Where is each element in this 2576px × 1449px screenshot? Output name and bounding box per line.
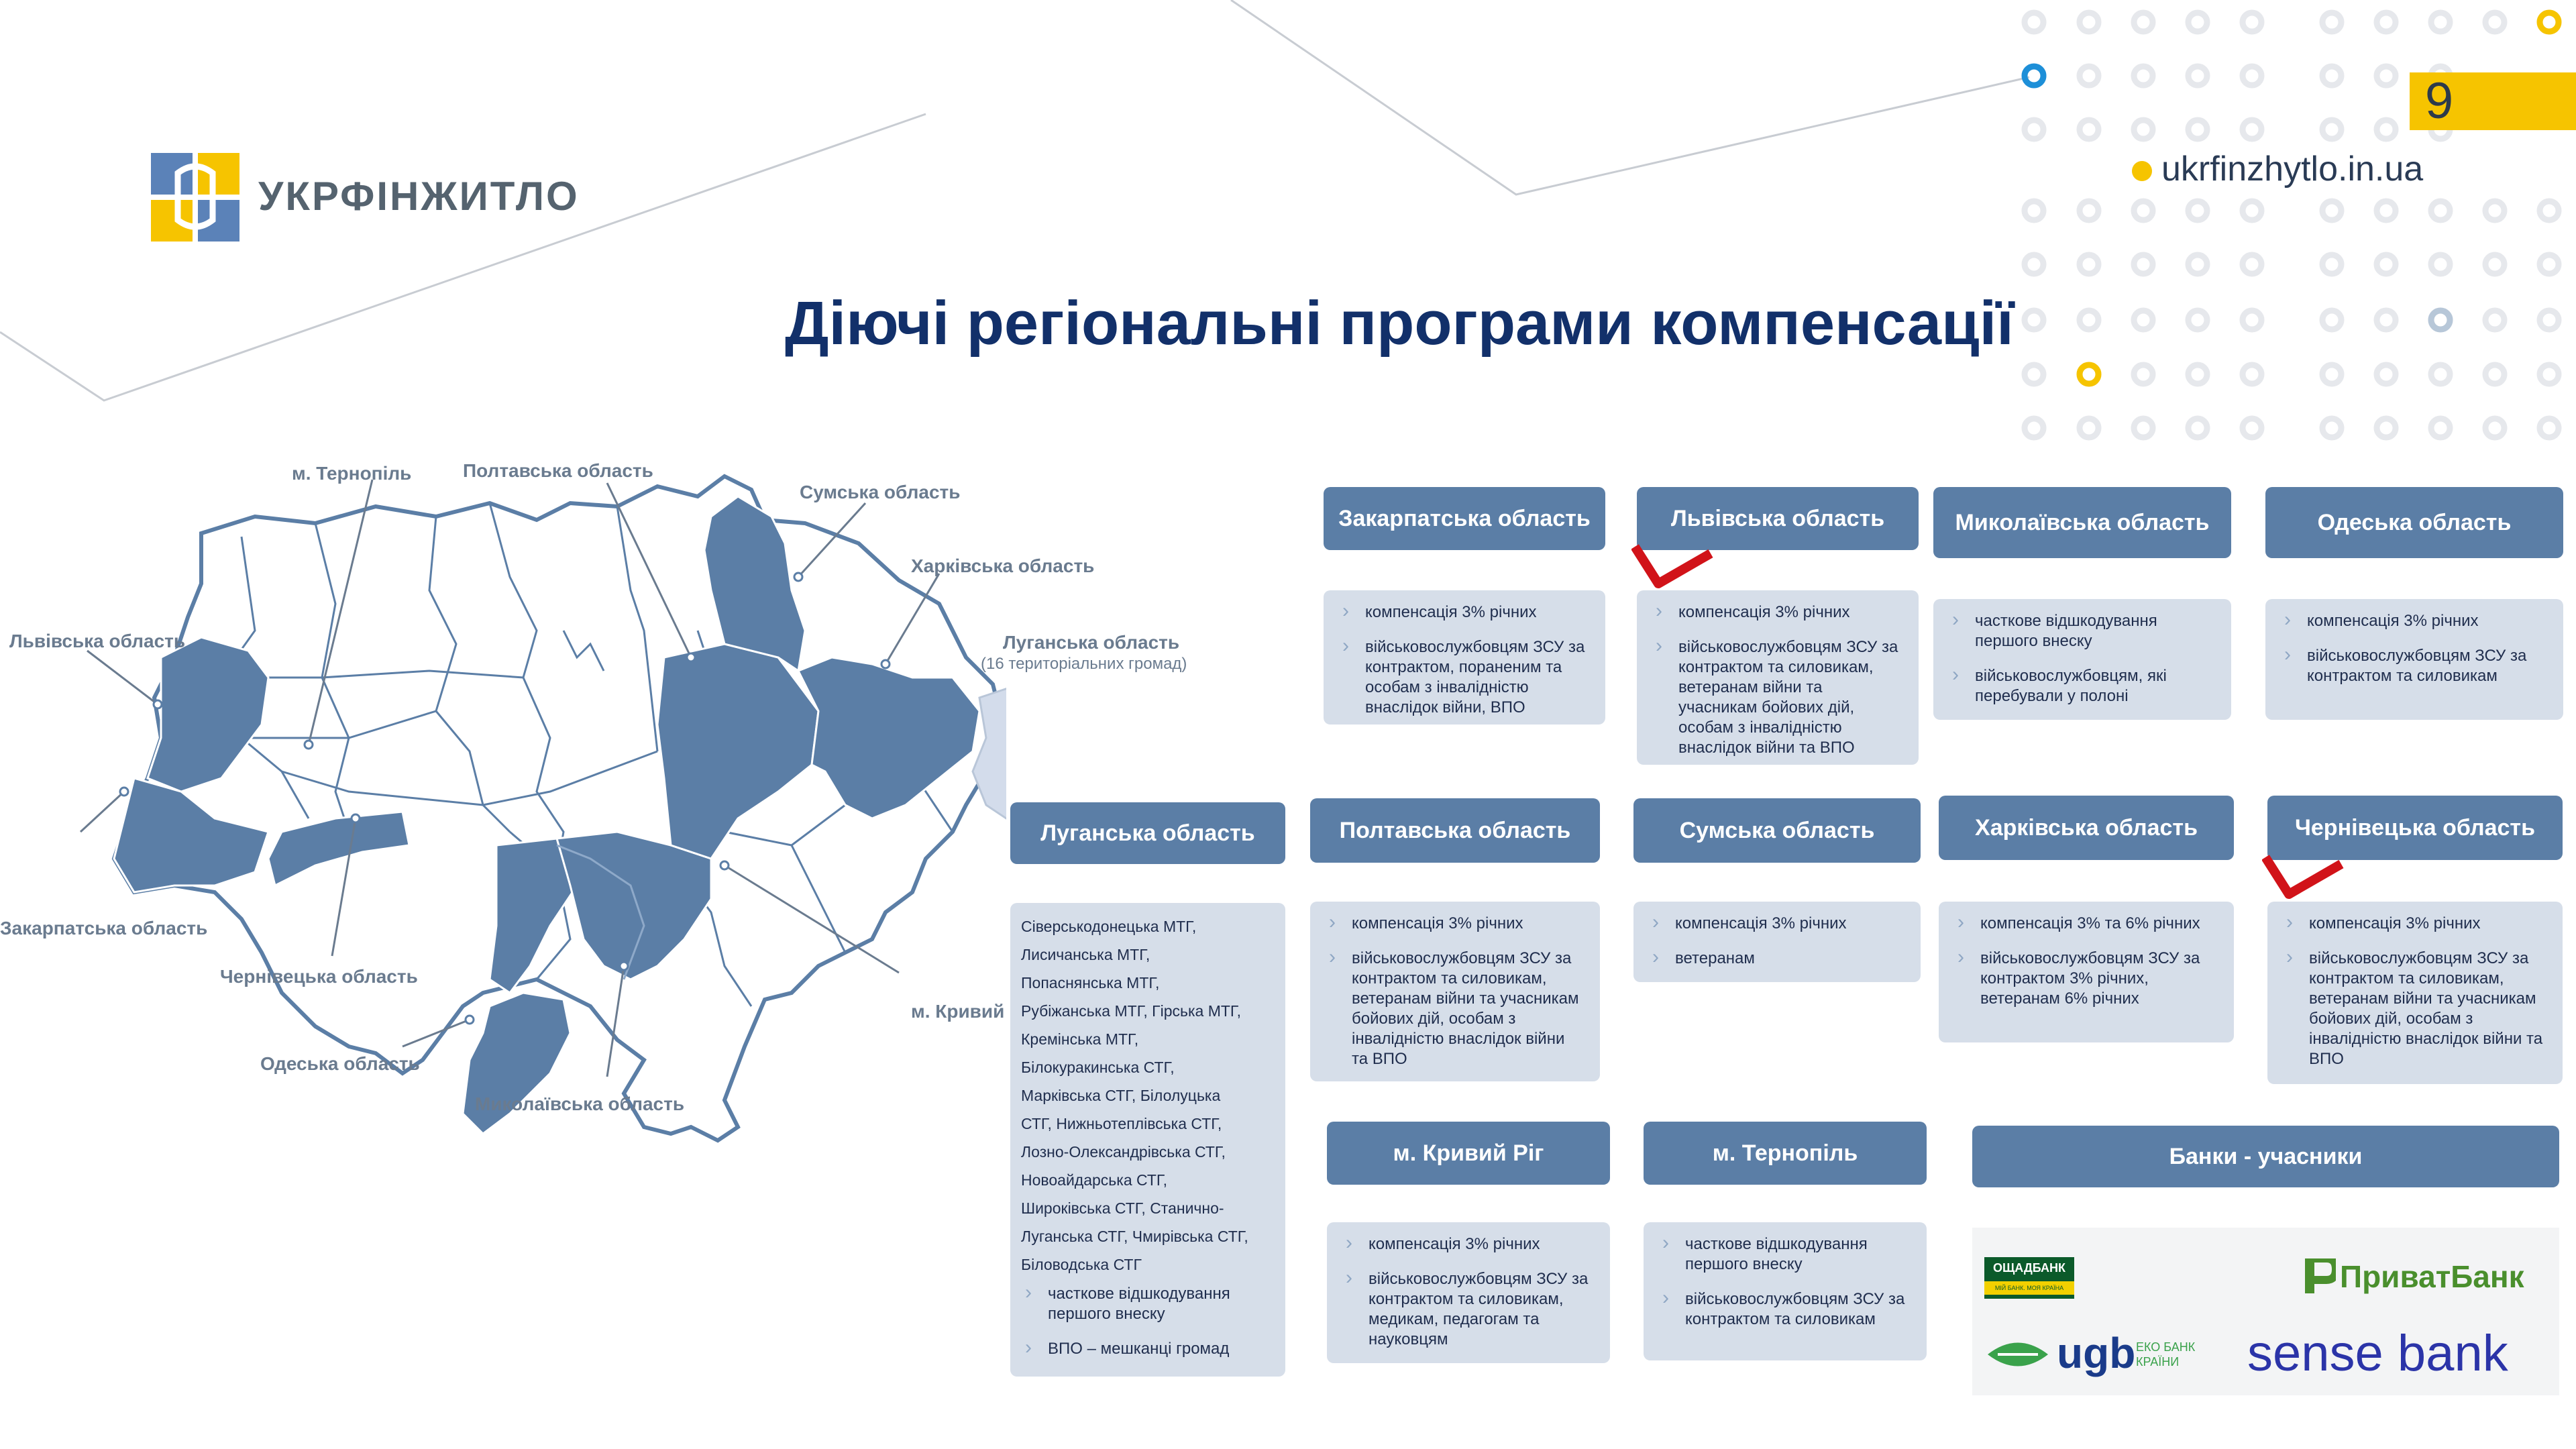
decorative-dot [2134,419,2153,437]
card-odesa-item: › компенсація 3% річних [2280,611,2548,631]
card-lviv-item: › компенсація 3% річних [1652,602,1904,623]
brand-name: УКРФІНЖИТЛО [258,174,580,219]
header-kharkiv: Харківська область [1939,796,2234,860]
card-chernivtsi-item: › військовослужбовцям ЗСУ за контрактом та силовикам, ветеранам війни та учасникам бойових дій, особам з інвалідністю внаслідок війни та ВПО [2282,949,2548,1069]
accent-dot [2540,13,2559,32]
checkmark-icon [2262,844,2345,904]
decorative-dot [2377,311,2396,329]
accent-dot [2080,365,2098,384]
decorative-dot [2025,13,2043,32]
card-luhansk [1010,903,1285,1377]
decorative-dot [2134,311,2153,329]
community-item: Марківська СТГ, Білолуцька [1021,1087,1221,1104]
card-poltava [1310,902,1600,1081]
card-mykolaiv-item: › часткове відшкодування першого внеску [1948,611,2216,651]
decorative-dot [2377,419,2396,437]
oschadbank-name: ОЩАДБАНК [1992,1261,2066,1275]
map-label-mykolaiv: Миколаївська область [475,1093,685,1114]
banks-panel [1972,1228,2559,1395]
decorative-dot [2540,311,2559,329]
community-item: Рубіжанська МТГ, Гірська МТГ, [1021,1002,1241,1020]
decorative-dot [2485,365,2504,384]
decorative-dot [2188,13,2207,32]
decorative-dot [2322,66,2341,85]
decorative-dot [2080,13,2098,32]
card-kharkiv-item: › військовослужбовцям ЗСУ за контрактом 3% річних, ветеранам 6% річних [1953,949,2219,1009]
header-poltava: Полтавська область [1310,798,1600,863]
decorative-dot [2080,255,2098,274]
decorative-dot [2188,419,2207,437]
privatbank-name: ПриватБанк [2340,1259,2524,1294]
page-number-badge [2410,72,2576,130]
card-zakarpattia-item: › компенсація 3% річних [1338,602,1591,623]
decorative-dot [2243,419,2261,437]
decorative-dot [2322,13,2341,32]
community-item: Лисичанська МТГ, [1021,946,1150,963]
ugb-slogan: ЕКО БАНК [2136,1340,2196,1354]
decorative-dot [2431,365,2450,384]
header-mykolaiv: Миколаївська область [1933,487,2231,558]
decorative-dot [2322,255,2341,274]
card-poltava-item: › військовослужбовцям ЗСУ за контрактом та силовикам, ветеранам війни та учасникам бойових дій, особам з інвалідністю внаслідок війни та ВПО [1325,949,1585,1069]
decorative-dot [2134,365,2153,384]
ukraine-map [0,456,1006,1161]
community-item: Біловодська СТГ [1021,1256,1142,1273]
ugb-logo[interactable] [1984,1328,2212,1381]
card-chernivtsi [2267,902,2563,1084]
community-item: Лозно-Олександрівська СТГ, [1021,1143,1226,1161]
card-lviv [1637,590,1919,765]
header-odesa: Одеська область [2265,487,2563,558]
decorative-dot [2080,419,2098,437]
card-ternopil [1644,1222,1927,1360]
decorative-dot [2485,13,2504,32]
card-kryvyi-rih [1327,1222,1610,1363]
map-label-kryvyi: м. Кривий [911,1001,1005,1022]
card-odesa-item: › військовослужбовцям ЗСУ за контрактом та силовикам [2280,646,2548,686]
checkmark-icon [1631,533,1715,594]
card-sumy-item: › компенсація 3% річних [1648,914,1906,934]
community-item: Широківська СТГ, Станично- [1021,1199,1224,1217]
decorative-dot [2134,120,2153,139]
card-mykolaiv [1933,599,2231,720]
decorative-dot [2134,13,2153,32]
decorative-dot [2080,66,2098,85]
community-item: Новоайдарська СТГ, [1021,1171,1167,1189]
card-sumy [1633,902,1921,982]
map-label-ternopil: м. Тернопіль [292,463,412,484]
page-number: 9 [2424,72,2454,129]
decorative-dot [2431,13,2450,32]
decorative-dot [2322,365,2341,384]
sense-bank-logo[interactable]: sense bank [2247,1325,2508,1382]
accent-dot [2431,311,2450,329]
card-kryvyi-rih-item: › компенсація 3% річних [1342,1234,1595,1254]
decorative-dot [2188,255,2207,274]
card-kharkiv [1939,902,2234,1042]
decorative-dot [2322,201,2341,220]
decorative-dot [2485,311,2504,329]
decorative-dot [2540,419,2559,437]
map-label-sumy: Сумська область [800,482,961,502]
site-bullet-icon [2132,161,2152,181]
decorative-dot [2540,365,2559,384]
ugb-slogan: КРАЇНИ [2136,1355,2180,1368]
decorative-dot [2243,120,2261,139]
decorative-dot [2188,311,2207,329]
decorative-dot [2243,13,2261,32]
privatbank-logo[interactable] [2305,1257,2546,1297]
card-mykolaiv-item: › військовослужбовцям, які перебували у полоні [1948,666,2216,706]
map-label-poltava: Полтавська область [463,460,653,481]
privatbank-mark-icon [2305,1258,2336,1293]
ugb-name: ugb [2057,1329,2136,1377]
map-label-odesa: Одеська область [260,1053,420,1074]
community-item: Білокуракинська СТГ, [1021,1059,1175,1076]
community-item: СТГ, Нижньотеплівська СТГ, [1021,1115,1222,1132]
map-label-chernivtsi: Чернівецька область [220,966,418,987]
decorative-dot [2134,66,2153,85]
decorative-dot [2134,201,2153,220]
decorative-dot [2188,201,2207,220]
community-item: Попаснянська МТГ, [1021,974,1160,991]
decorative-dot [2485,419,2504,437]
decorative-dot [2431,255,2450,274]
decorative-dot [2134,255,2153,274]
oschadbank-slogan: МІЙ БАНК. МОЯ КРАЇНА [1984,1281,2074,1295]
decorative-dot [2431,201,2450,220]
decorative-dot [2243,365,2261,384]
decorative-dot [2431,419,2450,437]
decorative-dot [2080,311,2098,329]
card-sumy-item: › ветеранам [1648,949,1906,969]
ukrfinzhytlo-logo-icon [151,153,241,244]
header-ternopil: м. Тернопіль [1644,1122,1927,1185]
decorative-dot [2243,66,2261,85]
header-kryvyi-rih: м. Кривий Ріг [1327,1122,1610,1185]
community-item: Сіверськодонецька МТГ, [1021,918,1197,935]
card-luhansk-item: › ВПО – мешканці громад [1021,1339,1275,1359]
page-title: Діючі регіональні програми компенсації [785,289,2015,358]
decorative-dot [2188,120,2207,139]
map-label-kharkiv: Харківська область [911,555,1095,576]
decorative-dot [2243,255,2261,274]
header-luhansk: Луганська область [1010,802,1285,864]
decorative-dot [2025,365,2043,384]
card-kharkiv-item: › компенсація 3% та 6% річних [1953,914,2219,934]
header-banks: Банки - учасники [1972,1126,2559,1187]
decorative-dot [2025,311,2043,329]
decorative-dot [2485,255,2504,274]
map-label-luhansk: Луганська область [1003,632,1180,653]
card-ternopil-item: › військовослужбовцям ЗСУ за контрактом та силовикам [1658,1289,1912,1330]
community-item: Кремінська МТГ, [1021,1030,1139,1048]
decorative-dot [2025,419,2043,437]
decorative-dot [2322,311,2341,329]
map-label-luhansk-sub: (16 територіальних громад) [981,655,1187,673]
header-chernivtsi: Чернівецька область [2267,796,2563,860]
card-poltava-item: › компенсація 3% річних [1325,914,1585,934]
decorative-dot [2540,201,2559,220]
decorative-dot [2322,419,2341,437]
accent-dot [2025,66,2043,85]
decorative-dot [2377,66,2396,85]
decorative-dot [2025,255,2043,274]
decorative-dot [2377,201,2396,220]
decorative-dot [2243,311,2261,329]
map-label-lviv: Львівська область [9,631,186,651]
map-label-zakarpattia: Закарпатська область [0,918,208,938]
ugb-leaf-icon [1984,1338,2051,1371]
card-lviv-item: › військовослужбовцям ЗСУ за контрактом та силовикам, ветеранам війни та учасникам бойових дій, особам з інвалідністю внаслідок війни та ВПО [1652,637,1904,758]
header-sumy: Сумська область [1633,798,1921,863]
card-zakarpattia [1324,590,1605,724]
decorative-dot [2377,120,2396,139]
decorative-dot [2080,120,2098,139]
decorative-dot [2025,201,2043,220]
card-zakarpattia-item: › військовослужбовцям ЗСУ за контрактом, пораненим та особам з інвалідністю внаслідок війни, ВПО [1338,637,1591,718]
decorative-dot [2377,13,2396,32]
decorative-dot [2080,201,2098,220]
decorative-dot [2188,66,2207,85]
card-kryvyi-rih-item: › військовослужбовцям ЗСУ за контрактом та силовикам, медикам, педагогам та науковцям [1342,1269,1595,1350]
card-ternopil-item: › часткове відшкодування першого внеску [1658,1234,1912,1275]
card-odesa [2265,599,2563,720]
community-item: Луганська СТГ, Чмирівська СТГ, [1021,1228,1248,1245]
decorative-dot [2540,255,2559,274]
decorative-dot [2188,365,2207,384]
header-zakarpattia: Закарпатська область [1324,487,1605,550]
oschadbank-logo[interactable] [1984,1257,2074,1299]
header-lviv: Львівська область [1637,487,1919,550]
card-luhansk-item: › часткове відшкодування першого внеску [1021,1284,1275,1324]
card-chernivtsi-item: › компенсація 3% річних [2282,914,2548,934]
decorative-dot [2485,201,2504,220]
decorative-dot [2377,365,2396,384]
decorative-dot [2243,201,2261,220]
decorative-dot [2377,255,2396,274]
site-url[interactable]: ukrfinzhytlo.in.ua [2161,150,2424,189]
decorative-dot [2025,120,2043,139]
decorative-dot [2322,120,2341,139]
